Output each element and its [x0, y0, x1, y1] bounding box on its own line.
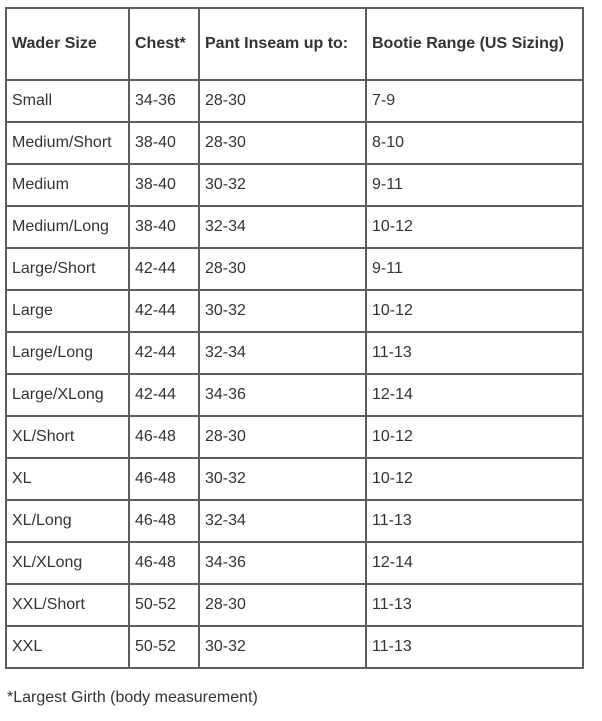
- cell-wader-size: Small: [6, 80, 129, 122]
- cell-bootie-range: 8-10: [366, 122, 583, 164]
- cell-pant-inseam: 32-34: [199, 500, 366, 542]
- cell-pant-inseam: 34-36: [199, 542, 366, 584]
- cell-chest: 42-44: [129, 332, 199, 374]
- cell-bootie-range: 12-14: [366, 542, 583, 584]
- table-row: [6, 248, 583, 290]
- cell-wader-size: XL/XLong: [6, 542, 129, 584]
- cell-chest: 38-40: [129, 206, 199, 248]
- cell-bootie-range: 10-12: [366, 458, 583, 500]
- cell-wader-size: Large/Short: [6, 248, 129, 290]
- cell-chest: 46-48: [129, 416, 199, 458]
- table-row: [6, 290, 583, 332]
- cell-chest: 46-48: [129, 542, 199, 584]
- cell-pant-inseam: 32-34: [199, 332, 366, 374]
- cell-wader-size: Medium/Short: [6, 122, 129, 164]
- wader-size-table: [5, 7, 584, 669]
- cell-wader-size: XL: [6, 458, 129, 500]
- header-wader-size: Wader Size: [6, 8, 129, 80]
- cell-bootie-range: 9-11: [366, 248, 583, 290]
- cell-pant-inseam: 28-30: [199, 584, 366, 626]
- cell-pant-inseam: 34-36: [199, 374, 366, 416]
- table-row: [6, 542, 583, 584]
- cell-chest: 42-44: [129, 374, 199, 416]
- cell-wader-size: Large: [6, 290, 129, 332]
- cell-wader-size: XL/Long: [6, 500, 129, 542]
- cell-pant-inseam: 30-32: [199, 458, 366, 500]
- cell-pant-inseam: 28-30: [199, 416, 366, 458]
- cell-wader-size: XXL: [6, 626, 129, 668]
- cell-wader-size: XXL/Short: [6, 584, 129, 626]
- table-header-row: [6, 8, 583, 80]
- table-row: [6, 458, 583, 500]
- table-row: [6, 584, 583, 626]
- cell-chest: 50-52: [129, 626, 199, 668]
- cell-bootie-range: 10-12: [366, 416, 583, 458]
- table-row: [6, 164, 583, 206]
- cell-wader-size: Medium: [6, 164, 129, 206]
- cell-chest: 38-40: [129, 164, 199, 206]
- cell-pant-inseam: 28-30: [199, 122, 366, 164]
- cell-chest: 42-44: [129, 290, 199, 332]
- cell-bootie-range: 10-12: [366, 206, 583, 248]
- cell-bootie-range: 11-13: [366, 332, 583, 374]
- cell-chest: 46-48: [129, 458, 199, 500]
- table-row: [6, 416, 583, 458]
- cell-chest: 50-52: [129, 584, 199, 626]
- table-row: [6, 500, 583, 542]
- cell-wader-size: Large/Long: [6, 332, 129, 374]
- cell-pant-inseam: 30-32: [199, 290, 366, 332]
- cell-bootie-range: 9-11: [366, 164, 583, 206]
- cell-bootie-range: 7-9: [366, 80, 583, 122]
- cell-bootie-range: 12-14: [366, 374, 583, 416]
- table-row: [6, 332, 583, 374]
- cell-bootie-range: 10-12: [366, 290, 583, 332]
- table-row: [6, 206, 583, 248]
- header-chest: Chest*: [129, 8, 199, 80]
- cell-bootie-range: 11-13: [366, 500, 583, 542]
- cell-pant-inseam: 28-30: [199, 80, 366, 122]
- header-pant-inseam: Pant Inseam up to:: [199, 8, 366, 80]
- table-row: [6, 374, 583, 416]
- cell-bootie-range: 11-13: [366, 626, 583, 668]
- cell-wader-size: Large/XLong: [6, 374, 129, 416]
- cell-pant-inseam: 32-34: [199, 206, 366, 248]
- cell-pant-inseam: 28-30: [199, 248, 366, 290]
- table-row: [6, 122, 583, 164]
- cell-chest: 46-48: [129, 500, 199, 542]
- cell-chest: 42-44: [129, 248, 199, 290]
- cell-wader-size: XL/Short: [6, 416, 129, 458]
- cell-bootie-range: 11-13: [366, 584, 583, 626]
- table-body: [6, 80, 583, 668]
- table-row: [6, 626, 583, 668]
- cell-chest: 38-40: [129, 122, 199, 164]
- cell-wader-size: Medium/Long: [6, 206, 129, 248]
- footnote: *Largest Girth (body measurement): [7, 689, 258, 706]
- cell-pant-inseam: 30-32: [199, 626, 366, 668]
- cell-chest: 34-36: [129, 80, 199, 122]
- header-bootie-range: Bootie Range (US Sizing): [366, 8, 583, 80]
- table-row: [6, 80, 583, 122]
- cell-pant-inseam: 30-32: [199, 164, 366, 206]
